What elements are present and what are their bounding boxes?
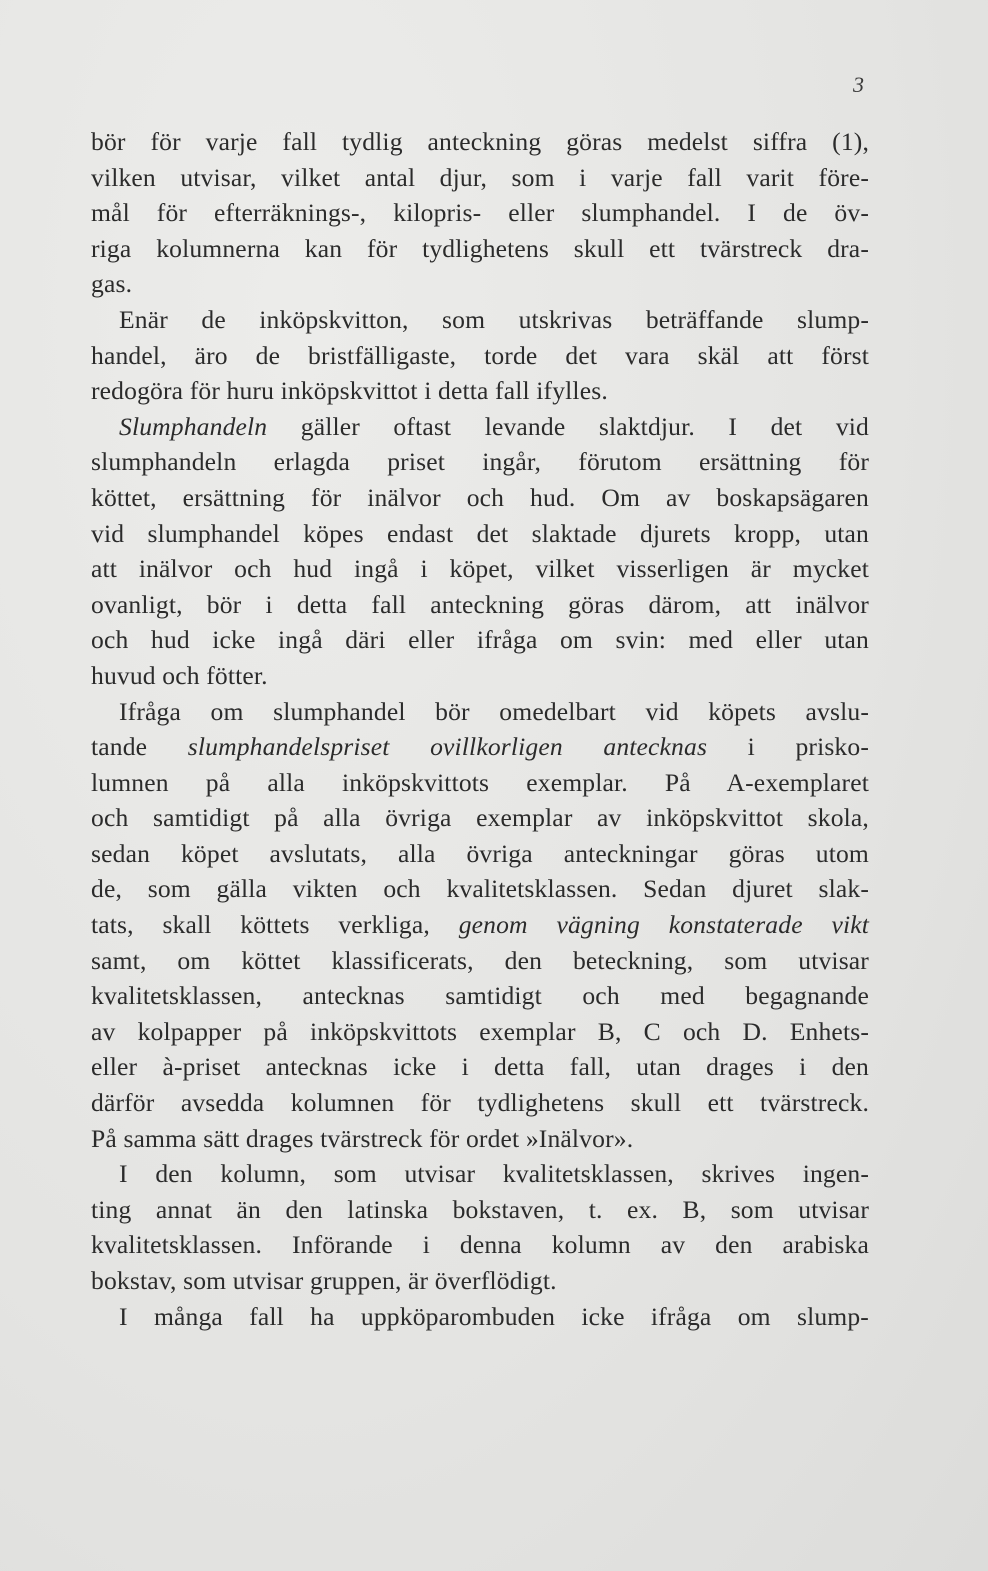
text-span: Ifråga om slumphandel bör omedelbart vid köpets avslu-	[119, 696, 869, 726]
text-line	[91, 1049, 869, 1085]
text-span: ovanligt, bör i detta fall anteckning göras därom, att inälvor	[91, 589, 869, 619]
text-span: och samtidigt på alla övriga exemplar av inköpskvittot skola,	[91, 803, 869, 833]
text-span: bokstav, som utvisar gruppen, är överflödigt.	[91, 1266, 557, 1295]
text-line	[91, 729, 869, 765]
text-span: mål för efterräknings-, kilopris- eller slumphandel. I de öv-	[91, 198, 869, 228]
text-line	[91, 907, 869, 943]
italic-text-span: slumphandelspriset ovillkorligen antecknas	[187, 732, 708, 762]
text-line	[91, 836, 869, 872]
text-line	[91, 124, 869, 160]
text-line	[91, 1192, 869, 1228]
text-line	[91, 516, 869, 552]
text-line	[91, 266, 869, 302]
text-line	[91, 1014, 869, 1050]
text-line	[91, 978, 869, 1014]
text-line	[91, 480, 869, 516]
text-line	[91, 338, 869, 374]
text-span: vid slumphandel köpes endast det slaktade djurets kropp, utan	[91, 518, 869, 548]
text-span: eller à-priset antecknas icke i detta fall, utan drages i den	[91, 1052, 869, 1082]
text-span: handel, äro de bristfälligaste, torde det vara skäl att först	[91, 340, 869, 370]
text-span: huvud och fötter.	[91, 660, 268, 690]
text-span: i prisko-	[707, 732, 870, 762]
text-span: I många fall ha uppköparombuden icke ifråga om slump-	[119, 1301, 869, 1331]
text-span: Enär de inköpskvitton, som utskrivas beträffande slump-	[119, 304, 869, 334]
text-span: de, som gälla vikten och kvalitetsklassen. Sedan djuret slak-	[91, 874, 869, 904]
text-span: ting annat än den latinska bokstaven, t. ex. B, som utvisar	[91, 1194, 869, 1224]
text-span: lumnen på alla inköpskvittots exemplar. På A-exemplaret	[91, 767, 869, 797]
text-line	[91, 195, 869, 231]
text-line	[91, 1227, 869, 1263]
text-line	[91, 160, 869, 196]
text-line	[91, 302, 869, 338]
text-span: redogöra för huru inköpskvittot i detta fall ifylles.	[91, 376, 608, 406]
italic-text-span: Slumphandeln	[119, 411, 268, 441]
text-span: och hud icke ingå däri eller ifråga om svin: med eller utan	[91, 625, 869, 655]
text-line	[91, 1263, 869, 1299]
body-text	[91, 124, 869, 1334]
text-line	[91, 1156, 869, 1192]
text-line	[91, 587, 869, 623]
text-line	[91, 622, 869, 658]
text-line	[91, 1121, 869, 1157]
text-line	[91, 444, 869, 480]
text-span: I den kolumn, som utvisar kvalitetsklassen, skrives ingen-	[119, 1159, 869, 1189]
text-span: kvalitetsklassen, antecknas samtidigt och med begagnande	[91, 981, 869, 1011]
page-number: 3	[853, 72, 864, 97]
text-line	[91, 231, 869, 267]
text-span: slumphandeln erlagda priset ingår, förutom ersättning för	[91, 447, 869, 477]
text-line	[91, 373, 869, 409]
text-line	[91, 694, 869, 730]
text-line	[91, 943, 869, 979]
text-span: kvalitetsklassen. Införande i denna kolumn av den arabiska	[91, 1230, 869, 1260]
text-line	[91, 1299, 869, 1335]
text-span: av kolpapper på inköpskvittots exemplar B, C och D. Enhets-	[91, 1016, 869, 1046]
text-span: På samma sätt drages tvärstreck för ordet »Inälvor».	[91, 1123, 634, 1153]
text-line	[91, 871, 869, 907]
text-span: tats, skall köttets verkliga,	[91, 910, 459, 940]
text-span: gäller oftast levande slaktdjur. I det vid	[267, 411, 869, 441]
text-span: tande	[91, 732, 188, 762]
text-span: köttet, ersättning för inälvor och hud. Om av boskapsägaren	[91, 482, 869, 512]
text-line	[91, 551, 869, 587]
text-line	[91, 1085, 869, 1121]
text-line	[91, 658, 869, 694]
text-span: att inälvor och hud ingå i köpet, vilket visserligen är mycket	[91, 554, 869, 584]
text-span: riga kolumnerna kan för tydlighetens skull ett tvärstreck dra-	[91, 233, 869, 263]
italic-text-span: genom vägning konstaterade vikt	[458, 910, 869, 940]
text-span: samt, om köttet klassificerats, den beteckning, som utvisar	[91, 945, 869, 975]
text-span: sedan köpet avslutats, alla övriga anteckningar göras utom	[91, 838, 869, 868]
text-span: därför avsedda kolumnen för tydlighetens skull ett tvärstreck.	[91, 1088, 869, 1118]
text-span: vilken utvisar, vilket antal djur, som i varje fall varit före-	[91, 162, 869, 192]
text-line	[91, 800, 869, 836]
text-span: gas.	[91, 269, 133, 299]
text-line	[91, 765, 869, 801]
text-span: bör för varje fall tydlig anteckning göras medelst siffra (1),	[91, 127, 869, 156]
text-line	[91, 409, 869, 445]
